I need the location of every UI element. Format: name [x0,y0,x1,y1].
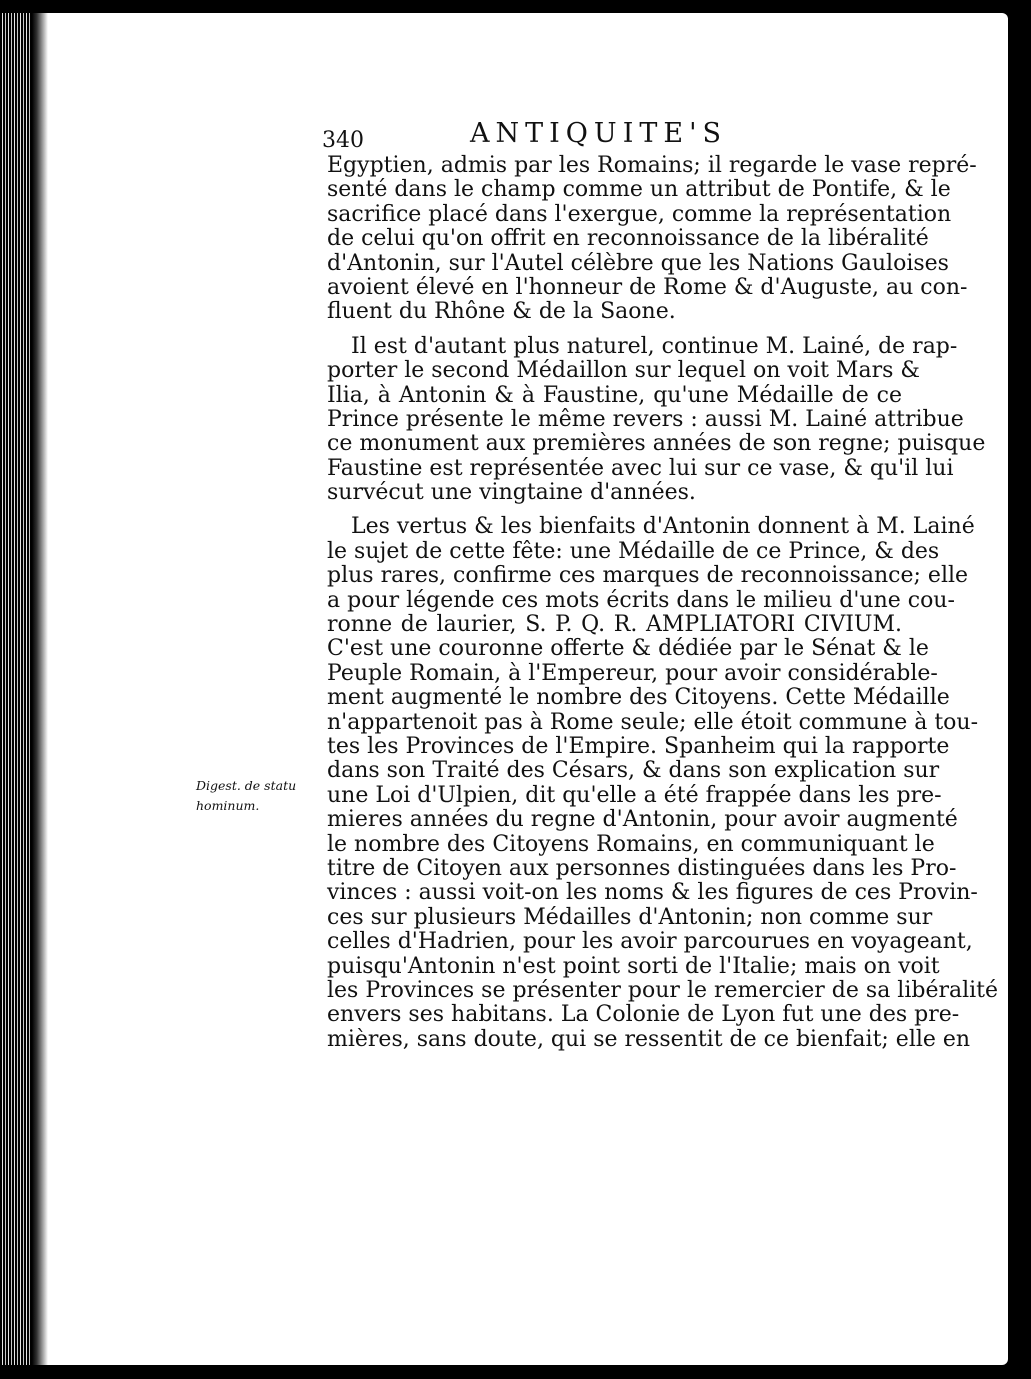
text-line: a pour légende ces mots écrits dans le milieu d'une cou- [327,587,955,613]
text-line: de celui qu'on offrit en reconnoissance de la libéralité [327,226,929,252]
text-line: dans son Traité des Césars, & dans son explication sur [327,758,940,784]
text-line: celles d'Hadrien, pour les avoir parcourues en voyageant, [327,929,973,955]
text-line: ce monument aux premières années de son regne; puisque [327,431,986,457]
text-line: porter le second Médaillon sur lequel on voit Mars & [327,358,920,384]
text-line: mieres années du regne d'Antonin, pour avoir augmenté [327,807,958,833]
text-line: avoient élevé en l'honneur de Rome & d'Auguste, au con- [327,274,968,300]
text-line: Prince présente le même revers : aussi M. Lainé attribue [327,406,964,432]
text-line: plus rares, confirme ces marques de reconnoissance; elle [327,563,969,589]
running-title: ANTIQUITE'S [470,118,727,149]
binding-gutter [32,13,48,1365]
text-line: titre de Citoyen aux personnes distinguées dans les Pro- [327,855,957,881]
text-line: les Provinces se présenter pour le remercier de sa libéralité [327,977,999,1003]
text-line: Faustine est représentée avec lui sur ce vase, & qu'il lui [327,455,954,481]
text-line: vinces : aussi voit-on les noms & les figures de ces Provin- [327,880,978,906]
text-line: Il est d'autant plus naturel, continue M. Lainé, de rap- [351,333,958,359]
margin-note [196,776,321,816]
text-line: Ilia, à Antonin & à Faustine, qu'une Médaille de ce [327,382,902,408]
body-text [327,153,999,1052]
text-line: C'est une couronne offerte & dédiée par le Sénat & le [327,636,929,662]
text-line: le nombre des Citoyens Romains, en communiquant le [327,831,935,857]
text-line: mières, sans doute, qui se ressentit de ce bienfait; elle en [327,1026,971,1052]
text-line: une Loi d'Ulpien, dit qu'elle a été frappée dans les pre- [327,782,942,808]
margin-note-line: Digest. de statu [196,778,297,793]
text-line: tes les Provinces de l'Empire. Spanheim qui la rapporte [327,733,950,759]
text-line: Peuple Romain, à l'Empereur, pour avoir considérable- [327,660,938,686]
text-line: ronne de laurier, S. P. Q. R. AMPLIATORI CIVIUM. [327,612,902,638]
text-line: Egyptien, admis par les Romains; il regarde le vase repré- [327,153,977,178]
text-line: puisqu'Antonin n'est point sorti de l'Italie; mais on voit [327,953,940,979]
text-line: n'appartenoit pas à Rome seule; elle étoit commune à tou- [327,709,979,735]
text-line: envers ses habitans. La Colonie de Lyon fut une des pre- [327,1002,960,1028]
page-header [322,118,902,158]
text-line: sacrifice placé dans l'exergue, comme la représentation [327,201,952,227]
margin-note-line: hominum. [196,798,260,813]
text-line: ment augmenté le nombre des Citoyens. Cette Médaille [327,685,950,711]
text-line: d'Antonin, sur l'Autel célèbre que les Nations Gauloises [327,250,949,276]
text-line: survécut une vingtaine d'années. [327,480,696,506]
text-line: le sujet de cette fête: une Médaille de ce Prince, & des [327,538,940,564]
text-line: ces sur plusieurs Médailles d'Antonin; non comme sur [327,904,933,930]
text-line: Les vertus & les bienfaits d'Antonin donnent à M. Lainé [351,514,975,540]
text-line: senté dans le champ comme un attribut de Pontife, & le [327,177,951,203]
page-number: 340 [322,128,364,153]
text-line: fluent du Rhône & de la Saone. [327,299,676,325]
